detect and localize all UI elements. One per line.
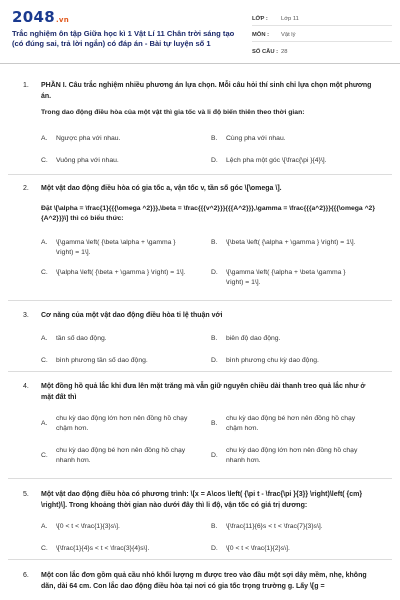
option-label: B. (211, 523, 218, 530)
option-text: \[\frac{1}{4}s < t < \frac{3}{4}s\]. (56, 545, 150, 552)
option-text: \[\gamma \left( {\beta \alpha + \gamma } \right) = 1\]. (56, 239, 176, 256)
option-text: tần số dao động. (56, 335, 107, 342)
meta-value: Lớp 11 (281, 16, 299, 22)
meta-key: LỚP : (252, 16, 268, 22)
option-label: A. (41, 335, 48, 342)
option-b[interactable] (211, 414, 361, 434)
meta-value: Vật lý (281, 32, 296, 38)
option-text: \[\gamma \left( {\alpha + \beta \gamma } \right) = 1\]. (226, 269, 346, 286)
question-text: Cơ năng của một vật dao động điều hòa tỉ lệ thuận với (41, 312, 223, 319)
option-a[interactable] (41, 334, 191, 344)
question-subtext: Đặt \[\alpha = \frac{1}{{{\omega ^2}}},\beta = \frac{{{v^2}}}{{{A^2}}},\gamma = \frac{{{a^2}}}{{{\omega ^2}{A^2}}}\] thì có biểu thức: (41, 204, 375, 222)
option-c[interactable] (41, 268, 191, 278)
meta-subject-row (252, 26, 392, 42)
option-label: B. (211, 420, 218, 427)
question-2 (23, 184, 375, 225)
site-logo[interactable] (12, 8, 69, 26)
meta-key: MÔN : (252, 32, 270, 38)
option-d[interactable] (211, 156, 361, 166)
document-title: Trắc nghiệm ôn tập Giữa học kì 1 Vật Lí 11 Chân trời sáng tạo (có đúng sai, trả lời ngắn) có đáp án - Bài tự luyện số 1 (12, 29, 235, 48)
option-label: A. (41, 135, 48, 142)
question-number: 3. (23, 312, 29, 319)
option-a[interactable] (41, 522, 191, 532)
option-label: D. (211, 357, 218, 364)
option-text: chu kỳ dao động lớn hơn nên đồng hồ chạy chậm hơn. (56, 415, 188, 432)
question-number: 6. (23, 572, 29, 579)
question-number: 1. (23, 82, 29, 89)
question-number: 5. (23, 491, 29, 498)
option-text: \[0 < t < \frac{1}{3}s\]. (56, 523, 120, 530)
option-b[interactable] (211, 522, 396, 532)
option-label: D. (211, 157, 218, 164)
option-d[interactable] (211, 356, 361, 366)
option-c[interactable] (41, 544, 206, 554)
question-divider (8, 559, 392, 560)
option-label: D. (211, 545, 218, 552)
question-divider (8, 300, 392, 301)
option-label: C. (41, 269, 48, 276)
option-text: Lệch pha một góc \[\frac{\pi }{4}\]. (226, 157, 327, 164)
meta-key: SỐ CÂU : (252, 49, 279, 55)
meta-count-row (252, 42, 392, 58)
document-header (0, 0, 400, 64)
option-text: \[0 < t < \frac{1}{2}s\]. (226, 545, 290, 552)
question-number: 2. (23, 185, 29, 192)
part-heading (23, 80, 375, 102)
option-text: bình phương tần số dao động. (56, 357, 148, 364)
question-text: Một vật dao động điều hòa có gia tốc a, vận tốc v, tần số góc \[\omega \]. (41, 185, 282, 192)
option-label: C. (41, 545, 48, 552)
question-text: Một đồng hồ quả lắc khi đưa lên mặt trăng mà vẫn giữ nguyên chiều dài thanh treo quả lắc như ở mặt đất thì (41, 383, 366, 401)
option-text: Vuông pha với nhau. (56, 157, 119, 164)
option-c[interactable] (41, 356, 191, 366)
option-text: Ngược pha với nhau. (56, 135, 121, 142)
option-text: \[\frac{11}{6}s < t < \frac{7}{3}s\]. (226, 523, 323, 530)
question-text: Một vật dao động điều hòa có phương trình: \[x = A\cos \left( {\pi t - \frac{\pi }{3}} \right)\left( {cm} \right)\]. Trong khoảng thời gian nào dưới đây thì li độ, vận tốc có giá trị dương: (41, 491, 363, 509)
option-label: A. (41, 523, 48, 530)
option-label: B. (211, 239, 218, 246)
option-label: A. (41, 420, 48, 427)
question-text: Một con lắc đơn gồm quả cầu nhỏ khối lượng m được treo vào đầu một sợi dây mềm, nhẹ, không dãn, dài 64 cm. Con lắc dao động điều hòa tại nơi có gia tốc trọng trường g. Lấy \[g = (41, 572, 367, 590)
option-label: C. (41, 357, 48, 364)
option-text: chu kỳ dao động lớn hơn nên đồng hồ chạy nhanh hơn. (226, 447, 358, 464)
option-a[interactable] (41, 238, 191, 258)
logo-suffix: .vn (55, 16, 70, 24)
option-text: Cùng pha với nhau. (226, 135, 286, 142)
option-a[interactable] (41, 134, 191, 144)
option-label: C. (41, 452, 48, 459)
option-label: D. (211, 269, 218, 276)
meta-value: 28 (281, 49, 288, 55)
option-text: \[\beta \left( {\alpha + \gamma } \right) = 1\]. (226, 239, 356, 246)
question-5 (23, 490, 375, 511)
question-1 (23, 108, 375, 119)
option-label: B. (211, 335, 218, 342)
question-number: 4. (23, 383, 29, 390)
option-label: D. (211, 452, 218, 459)
question-3 (23, 311, 375, 322)
option-label: C. (41, 157, 48, 164)
option-label: A. (41, 239, 48, 246)
question-6 (23, 571, 375, 592)
option-d[interactable] (211, 544, 361, 554)
question-divider (8, 478, 392, 479)
option-b[interactable] (211, 134, 361, 144)
question-text: Trong dao động điều hòa của một vật thì gia tốc và li độ biến thiên theo thời gian: (41, 109, 305, 116)
logo-text: 2048 (12, 8, 55, 26)
question-divider (8, 174, 392, 175)
question-divider (8, 371, 392, 372)
option-text: bình phương chu kỳ dao động. (226, 357, 319, 364)
option-a[interactable] (41, 414, 191, 434)
meta-class-row (252, 10, 392, 26)
part-text: PHẦN I. Câu trắc nghiệm nhiều phương án lựa chọn. Mỗi câu hỏi thí sinh chỉ lựa chọn một phương án. (41, 82, 372, 100)
option-text: chu kỳ dao động bé hơn nên đồng hồ chạy nhanh hơn. (56, 447, 186, 464)
option-text: chu kỳ dao động bé hơn nên đồng hồ chạy chậm hơn. (226, 415, 356, 432)
option-c[interactable] (41, 446, 191, 466)
document-meta (252, 10, 392, 58)
option-text: \[\alpha \left( {\beta + \gamma } \right) = 1\]. (56, 269, 186, 276)
option-b[interactable] (211, 238, 361, 248)
option-b[interactable] (211, 334, 361, 344)
option-d[interactable] (211, 268, 361, 288)
option-d[interactable] (211, 446, 361, 466)
option-label: B. (211, 135, 218, 142)
option-c[interactable] (41, 156, 191, 166)
option-text: biên độ dao động. (226, 335, 281, 342)
question-4 (23, 382, 375, 403)
